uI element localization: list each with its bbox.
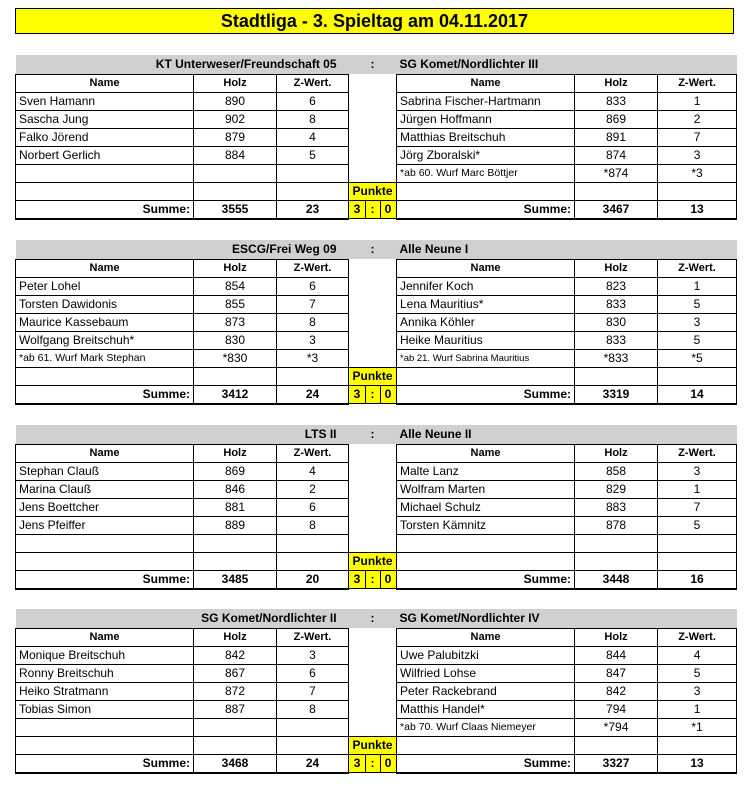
match-score: [349, 200, 397, 219]
away-player-holz: 842: [575, 682, 658, 700]
spacer: [349, 516, 397, 534]
home-sum-zwert: 23: [277, 200, 349, 219]
away-player-zwert: 5: [658, 516, 737, 534]
col-name-header: Name: [397, 628, 575, 646]
match-table: [15, 55, 737, 220]
home-player-holz: 846: [194, 480, 277, 498]
player-row: [16, 516, 737, 534]
away-player-holz: 891: [575, 128, 658, 146]
score-home: 3: [350, 571, 366, 588]
sum-row: [16, 754, 737, 773]
col-zwert-header: Z-Wert.: [277, 259, 349, 277]
away-player-name: *ab 60. Wurf Marc Böttjer: [397, 164, 575, 182]
away-player-name: [397, 534, 575, 552]
sum-row: [16, 570, 737, 589]
home-player-holz: 889: [194, 516, 277, 534]
score-separator: :: [366, 571, 381, 588]
away-player-name: Peter Rackebrand: [397, 682, 575, 700]
col-name-header: Name: [16, 259, 194, 277]
away-sum-label: Summe:: [397, 385, 575, 404]
away-player-zwert: 7: [658, 128, 737, 146]
away-player-holz: 883: [575, 498, 658, 516]
match-header: [16, 240, 737, 259]
match-header: [16, 55, 737, 74]
versus-separator: :: [349, 425, 397, 444]
away-player-holz: *794: [575, 718, 658, 736]
home-player-name: [16, 718, 194, 736]
home-player-name: Sascha Jung: [16, 110, 194, 128]
player-row: [16, 128, 737, 146]
away-player-zwert: 1: [658, 480, 737, 498]
away-player-name: Matthis Handel*: [397, 700, 575, 718]
player-row: [16, 664, 737, 682]
spacer: [349, 277, 397, 295]
away-player-holz: *833: [575, 349, 658, 367]
score-separator: :: [366, 201, 381, 218]
column-header-row: [16, 259, 737, 277]
home-team-name: LTS II: [16, 425, 349, 444]
away-sum-holz: 3448: [575, 570, 658, 589]
spacer: [349, 110, 397, 128]
away-player-name: Lena Mauritius*: [397, 295, 575, 313]
home-player-zwert: [277, 534, 349, 552]
spacer: [349, 700, 397, 718]
match-header: [16, 425, 737, 444]
away-player-zwert: [658, 534, 737, 552]
away-player-zwert: 5: [658, 664, 737, 682]
home-player-zwert: 8: [277, 313, 349, 331]
home-player-holz: 842: [194, 646, 277, 664]
column-header-row: [16, 628, 737, 646]
away-player-zwert: 5: [658, 295, 737, 313]
col-holz-header: Holz: [194, 259, 277, 277]
home-player-name: Ronny Breitschuh: [16, 664, 194, 682]
col-name-header: Name: [397, 444, 575, 462]
col-holz-header: Holz: [194, 74, 277, 92]
away-player-zwert: 3: [658, 682, 737, 700]
away-team-name: Alle Neune II: [397, 425, 737, 444]
punkte-row: [16, 736, 737, 754]
col-holz-header: Holz: [575, 259, 658, 277]
home-player-zwert: 6: [277, 277, 349, 295]
home-sum-zwert: 24: [277, 754, 349, 773]
player-row: [16, 92, 737, 110]
player-row: [16, 682, 737, 700]
match-score: [349, 570, 397, 589]
home-player-zwert: *3: [277, 349, 349, 367]
home-sum-holz: 3555: [194, 200, 277, 219]
home-player-name: Maurice Kassebaum: [16, 313, 194, 331]
away-sum-zwert: 14: [658, 385, 737, 404]
col-name-header: Name: [16, 628, 194, 646]
spacer: [349, 628, 397, 646]
home-player-zwert: 6: [277, 92, 349, 110]
col-name-header: Name: [397, 74, 575, 92]
away-player-name: Matthias Breitschuh: [397, 128, 575, 146]
away-sum-holz: 3467: [575, 200, 658, 219]
spacer: [349, 128, 397, 146]
spacer: [349, 164, 397, 182]
home-player-name: Falko Jörend: [16, 128, 194, 146]
home-player-zwert: 4: [277, 462, 349, 480]
home-player-zwert: 5: [277, 146, 349, 164]
away-player-holz: [575, 534, 658, 552]
away-player-name: *ab 21. Wurf Sabrina Mauritius: [397, 349, 575, 367]
match-table: [15, 240, 737, 405]
spacer: [349, 534, 397, 552]
home-player-name: Torsten Dawidonis: [16, 295, 194, 313]
home-player-holz: 872: [194, 682, 277, 700]
away-player-name: Jürgen Hoffmann: [397, 110, 575, 128]
away-player-holz: 878: [575, 516, 658, 534]
home-player-holz: 887: [194, 700, 277, 718]
home-player-zwert: 8: [277, 516, 349, 534]
home-player-zwert: [277, 164, 349, 182]
away-sum-zwert: 16: [658, 570, 737, 589]
player-row: [16, 462, 737, 480]
score-separator: :: [366, 755, 381, 772]
home-player-zwert: 3: [277, 646, 349, 664]
score-separator: :: [366, 386, 381, 403]
home-player-name: Tobias Simon: [16, 700, 194, 718]
home-sum-holz: 3412: [194, 385, 277, 404]
col-name-header: Name: [16, 74, 194, 92]
spacer: [349, 480, 397, 498]
home-sum-label: Summe:: [16, 570, 194, 589]
player-row: [16, 646, 737, 664]
home-player-zwert: 2: [277, 480, 349, 498]
match-score: [349, 385, 397, 404]
punkte-row: [16, 182, 737, 200]
col-name-header: Name: [16, 444, 194, 462]
col-holz-header: Holz: [194, 444, 277, 462]
home-player-name: Peter Lohel: [16, 277, 194, 295]
home-player-name: [16, 164, 194, 182]
home-player-name: [16, 534, 194, 552]
player-row: [16, 110, 737, 128]
home-player-holz: 879: [194, 128, 277, 146]
away-sum-holz: 3319: [575, 385, 658, 404]
home-player-zwert: 7: [277, 295, 349, 313]
away-sum-zwert: 13: [658, 200, 737, 219]
away-player-holz: 874: [575, 146, 658, 164]
away-player-name: Jörg Zboralski*: [397, 146, 575, 164]
home-player-zwert: 6: [277, 664, 349, 682]
match-block: [15, 55, 736, 220]
home-player-zwert: 6: [277, 498, 349, 516]
away-player-zwert: *1: [658, 718, 737, 736]
home-player-zwert: 3: [277, 331, 349, 349]
away-player-zwert: 2: [658, 110, 737, 128]
score-home: 3: [350, 386, 366, 403]
spacer: [349, 498, 397, 516]
home-sum-zwert: 24: [277, 385, 349, 404]
col-zwert-header: Z-Wert.: [277, 444, 349, 462]
spacer: [349, 462, 397, 480]
spacer: [349, 295, 397, 313]
match-header: [16, 609, 737, 628]
spacer: [349, 349, 397, 367]
away-player-name: Heike Mauritius: [397, 331, 575, 349]
col-zwert-header: Z-Wert.: [658, 74, 737, 92]
home-player-zwert: [277, 718, 349, 736]
punkte-row: [16, 367, 737, 385]
col-name-header: Name: [397, 259, 575, 277]
spacer: [349, 92, 397, 110]
col-holz-header: Holz: [575, 444, 658, 462]
spacer: [349, 444, 397, 462]
col-holz-header: Holz: [575, 74, 658, 92]
home-player-holz: 869: [194, 462, 277, 480]
away-player-name: Sabrina Fischer-Hartmann: [397, 92, 575, 110]
col-zwert-header: Z-Wert.: [658, 444, 737, 462]
col-zwert-header: Z-Wert.: [277, 628, 349, 646]
away-sum-label: Summe:: [397, 200, 575, 219]
spacer: [349, 682, 397, 700]
away-team-name: SG Komet/Nordlichter IV: [397, 609, 737, 628]
home-player-zwert: 8: [277, 110, 349, 128]
home-player-holz: 855: [194, 295, 277, 313]
away-player-name: Malte Lanz: [397, 462, 575, 480]
home-sum-holz: 3485: [194, 570, 277, 589]
col-holz-header: Holz: [575, 628, 658, 646]
away-player-holz: 869: [575, 110, 658, 128]
spacer: [349, 664, 397, 682]
spacer: [349, 718, 397, 736]
away-player-holz: 829: [575, 480, 658, 498]
match-block: [15, 609, 736, 774]
home-team-name: SG Komet/Nordlichter II: [16, 609, 349, 628]
home-player-holz: 881: [194, 498, 277, 516]
home-player-zwert: 8: [277, 700, 349, 718]
away-player-zwert: *5: [658, 349, 737, 367]
away-player-zwert: 1: [658, 700, 737, 718]
away-player-name: Michael Schulz: [397, 498, 575, 516]
home-player-name: Jens Pfeiffer: [16, 516, 194, 534]
player-row: [16, 718, 737, 736]
home-team-name: KT Unterweser/Freundschaft 05: [16, 55, 349, 74]
home-sum-holz: 3468: [194, 754, 277, 773]
player-row: [16, 164, 737, 182]
away-player-zwert: 1: [658, 92, 737, 110]
spacer: [349, 313, 397, 331]
spacer: [349, 74, 397, 92]
away-team-name: Alle Neune I: [397, 240, 737, 259]
player-row: [16, 480, 737, 498]
home-player-holz: [194, 534, 277, 552]
player-row: [16, 146, 737, 164]
col-zwert-header: Z-Wert.: [277, 74, 349, 92]
home-player-name: *ab 61. Wurf Mark Stephan: [16, 349, 194, 367]
home-player-holz: 884: [194, 146, 277, 164]
sum-row: [16, 200, 737, 219]
away-player-holz: 830: [575, 313, 658, 331]
away-player-zwert: 3: [658, 313, 737, 331]
away-player-holz: 858: [575, 462, 658, 480]
punkte-label: Punkte: [349, 552, 397, 570]
page-title: Stadtliga - 3. Spieltag am 04.11.2017: [15, 8, 734, 34]
home-player-name: Sven Hamann: [16, 92, 194, 110]
away-player-name: Wilfried Lohse: [397, 664, 575, 682]
away-player-holz: 847: [575, 664, 658, 682]
player-row: [16, 498, 737, 516]
away-player-name: Annika Köhler: [397, 313, 575, 331]
col-holz-header: Holz: [194, 628, 277, 646]
punkte-label: Punkte: [349, 367, 397, 385]
away-player-name: *ab 70. Wurf Claas Niemeyer: [397, 718, 575, 736]
score-home: 3: [350, 201, 366, 218]
away-team-name: SG Komet/Nordlichter III: [397, 55, 737, 74]
versus-separator: :: [349, 240, 397, 259]
score-away: 0: [384, 386, 392, 401]
away-player-zwert: 5: [658, 331, 737, 349]
home-sum-label: Summe:: [16, 385, 194, 404]
score-away: 0: [384, 201, 392, 216]
home-player-zwert: 4: [277, 128, 349, 146]
home-player-name: Monique Breitschuh: [16, 646, 194, 664]
home-player-holz: 873: [194, 313, 277, 331]
away-sum-zwert: 13: [658, 754, 737, 773]
home-player-name: Heiko Stratmann: [16, 682, 194, 700]
home-player-holz: 902: [194, 110, 277, 128]
match-block: [15, 425, 736, 590]
match-table: [15, 609, 737, 774]
match-table: [15, 425, 737, 590]
home-player-holz: [194, 164, 277, 182]
away-player-holz: *874: [575, 164, 658, 182]
punkte-label: Punkte: [349, 182, 397, 200]
home-player-name: Norbert Gerlich: [16, 146, 194, 164]
column-header-row: [16, 74, 737, 92]
away-player-name: Uwe Palubitzki: [397, 646, 575, 664]
spacer: [349, 331, 397, 349]
player-row: [16, 313, 737, 331]
away-player-name: Wolfram Marten: [397, 480, 575, 498]
away-player-holz: 833: [575, 331, 658, 349]
away-sum-label: Summe:: [397, 570, 575, 589]
home-player-holz: 867: [194, 664, 277, 682]
home-player-holz: 830: [194, 331, 277, 349]
away-player-holz: 823: [575, 277, 658, 295]
home-player-holz: 890: [194, 92, 277, 110]
away-player-name: Jennifer Koch: [397, 277, 575, 295]
column-header-row: [16, 444, 737, 462]
home-player-zwert: 7: [277, 682, 349, 700]
player-row: [16, 534, 737, 552]
home-sum-label: Summe:: [16, 754, 194, 773]
sum-row: [16, 385, 737, 404]
score-away: 0: [384, 755, 392, 770]
punkte-row: [16, 552, 737, 570]
away-sum-holz: 3327: [575, 754, 658, 773]
spacer: [349, 259, 397, 277]
versus-separator: :: [349, 609, 397, 628]
away-player-zwert: 1: [658, 277, 737, 295]
player-row: [16, 331, 737, 349]
punkte-label: Punkte: [349, 736, 397, 754]
away-player-holz: 833: [575, 92, 658, 110]
player-row: [16, 295, 737, 313]
away-player-zwert: 3: [658, 146, 737, 164]
col-zwert-header: Z-Wert.: [658, 259, 737, 277]
home-player-name: Wolfgang Breitschuh*: [16, 331, 194, 349]
home-player-name: Stephan Clauß: [16, 462, 194, 480]
away-player-name: Torsten Kämnitz: [397, 516, 575, 534]
home-team-name: ESCG/Frei Weg 09: [16, 240, 349, 259]
player-row: [16, 277, 737, 295]
player-row: [16, 349, 737, 367]
home-player-holz: [194, 718, 277, 736]
home-sum-label: Summe:: [16, 200, 194, 219]
away-player-zwert: *3: [658, 164, 737, 182]
away-player-zwert: 4: [658, 646, 737, 664]
home-player-name: Marina Clauß: [16, 480, 194, 498]
away-player-zwert: 7: [658, 498, 737, 516]
versus-separator: :: [349, 55, 397, 74]
away-sum-label: Summe:: [397, 754, 575, 773]
player-row: [16, 700, 737, 718]
home-player-holz: 854: [194, 277, 277, 295]
away-player-holz: 794: [575, 700, 658, 718]
spacer: [349, 646, 397, 664]
away-player-zwert: 3: [658, 462, 737, 480]
spacer: [349, 146, 397, 164]
away-player-holz: 844: [575, 646, 658, 664]
match-score: [349, 754, 397, 773]
col-zwert-header: Z-Wert.: [658, 628, 737, 646]
score-home: 3: [350, 755, 366, 772]
match-block: [15, 240, 736, 405]
home-player-name: Jens Boettcher: [16, 498, 194, 516]
away-player-holz: 833: [575, 295, 658, 313]
home-sum-zwert: 20: [277, 570, 349, 589]
home-player-holz: *830: [194, 349, 277, 367]
score-away: 0: [384, 571, 392, 586]
